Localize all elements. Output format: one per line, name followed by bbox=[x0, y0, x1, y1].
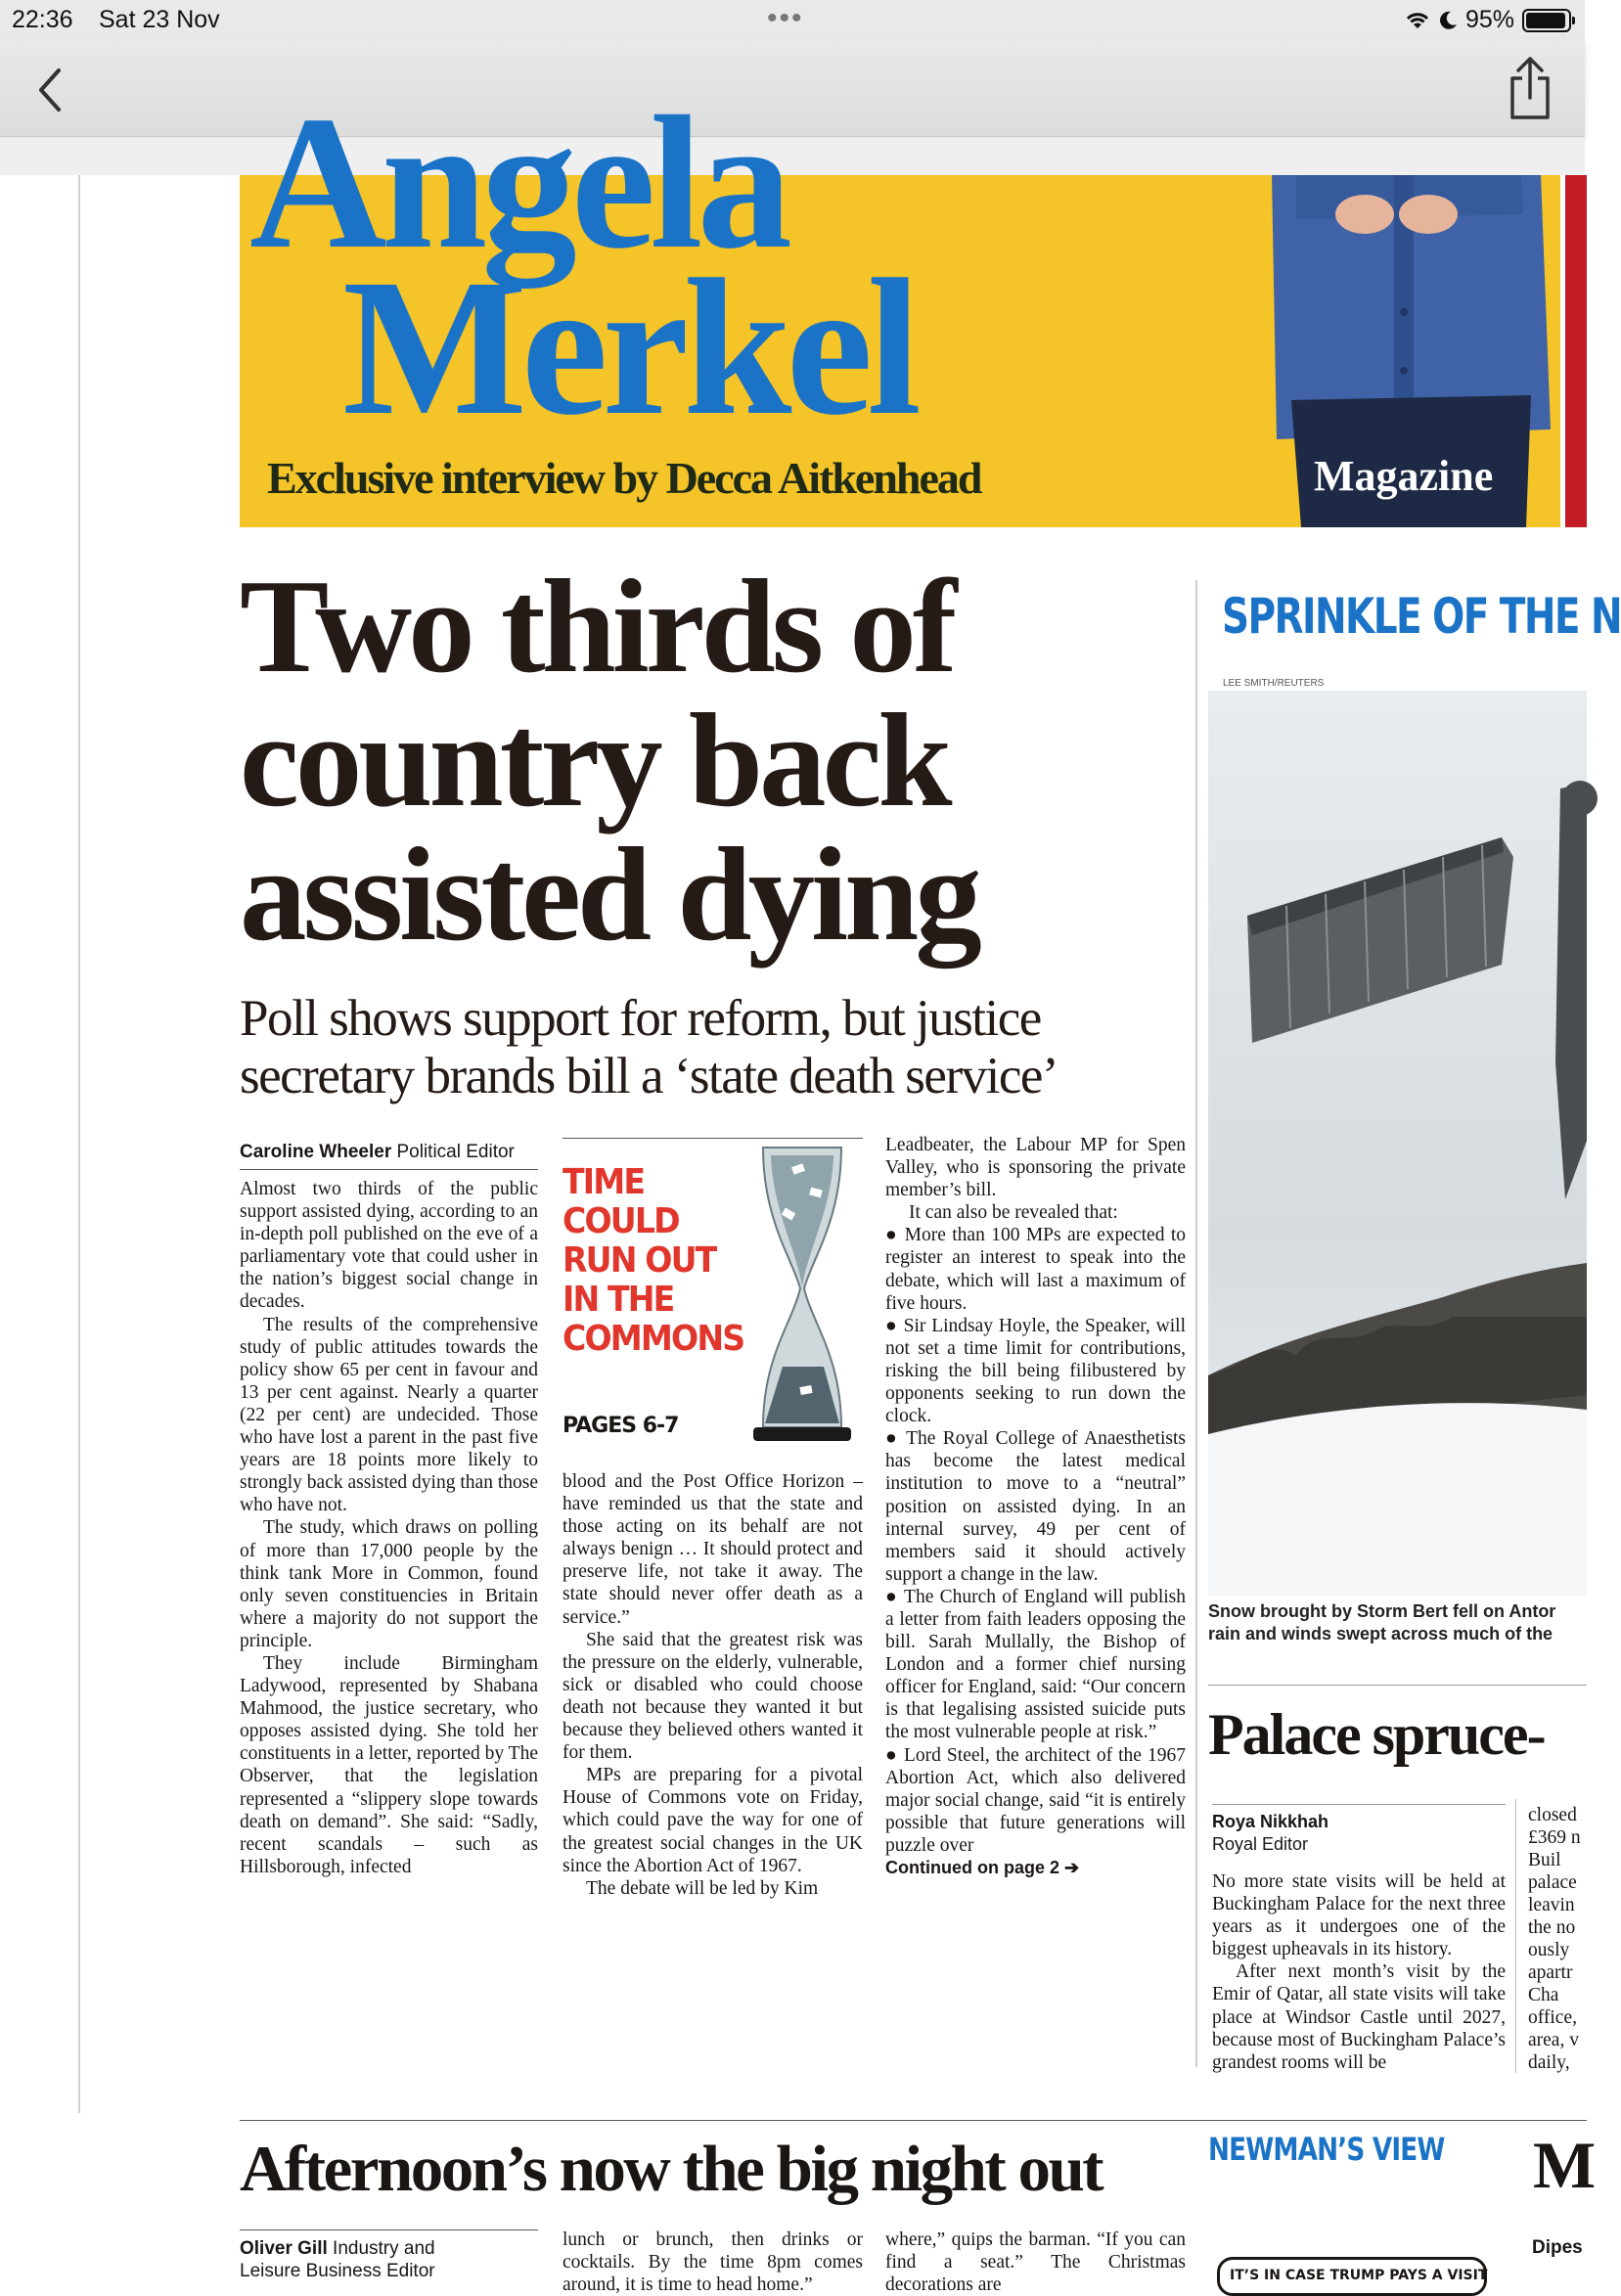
byline-name: Caroline Wheeler bbox=[240, 1142, 392, 1162]
palace-paragraph: After next month’s visit by the Emir of Qatar, all state visits will take place at Windsor Castle until 2027, because most of Buckingham Palace’s grandest rooms will be bbox=[1212, 1961, 1506, 2073]
battery-icon bbox=[1522, 9, 1571, 32]
scrap-line: closed bbox=[1528, 1805, 1577, 1825]
lead-bullet: ● Lord Steel, the architect of the 1967 Abortion Act, which also delivered major social change, said “it is entirely possible that future generations will puzzle over bbox=[885, 1744, 1186, 1856]
promo-title: TIME COULD RUN OUT IN THE COMMONS bbox=[563, 1162, 744, 1359]
bottom-column-2: lunch or brunch, then drinks or cocktails. By the time 8pm comes around, it is time to head home.” bbox=[563, 2229, 863, 2296]
palace-byline bbox=[1212, 1811, 1328, 1856]
lead-paragraph: It can also be revealed that: bbox=[909, 1202, 1118, 1224]
next-byline-fragment: Dipes bbox=[1532, 2237, 1583, 2258]
scrap-line: Buil bbox=[1528, 1850, 1561, 1870]
scrap-line: Cha bbox=[1528, 1985, 1559, 2005]
promo-pages: PAGES 6-7 bbox=[563, 1414, 679, 1438]
photo-kicker[interactable]: SPRINKLE OF THE N bbox=[1222, 588, 1621, 645]
banner-name-bottom: Merkel bbox=[342, 240, 916, 456]
palace-rule bbox=[1208, 1685, 1587, 1686]
status-time: 22:36 bbox=[12, 6, 73, 33]
lead-paragraph: The study, which draws on polling of more than 17,000 people by the think tank More in Common, found only seven constituencies in Britain where a majority do not support the principle. bbox=[240, 1517, 538, 1651]
status-right bbox=[1405, 6, 1571, 34]
bottom-byline-name: Oliver Gill bbox=[240, 2238, 328, 2259]
lead-standfirst: Poll shows support for reform, but justice secretary brands bill a ‘state death service’ bbox=[240, 990, 1058, 1104]
scrap-line: apartr bbox=[1528, 1962, 1573, 1983]
lead-bullet: ● More than 100 MPs are expected to register an interest to speak into the debate, which will last a maximum of five hours. bbox=[885, 1225, 1186, 1314]
scrap-line: office, bbox=[1528, 2007, 1577, 2028]
banner-edge-red bbox=[1565, 175, 1587, 527]
magazine-banner[interactable] bbox=[240, 77, 1560, 527]
bottom-byline-role: Industry and bbox=[333, 2238, 435, 2259]
scrap-line: £369 n bbox=[1528, 1827, 1581, 1848]
bottom-byline-role: Leisure Business Editor bbox=[240, 2261, 435, 2281]
palace-headline[interactable]: Palace spruce- bbox=[1208, 1702, 1545, 1767]
wifi-icon bbox=[1405, 11, 1430, 30]
palace-next-column bbox=[1528, 1804, 1587, 2074]
chevron-left-icon[interactable] bbox=[29, 65, 72, 115]
cartoon-caption: IT’S IN CASE TRUMP PAYS A VISIT bbox=[1217, 2257, 1487, 2296]
promo-rule bbox=[563, 1138, 863, 1139]
share-icon[interactable] bbox=[1503, 53, 1557, 123]
scrap-line: the no bbox=[1528, 1917, 1576, 1938]
palace-byline-name: Roya Nikkhah bbox=[1212, 1812, 1329, 1831]
caption-line: Snow brought by Storm Bert fell on Antor bbox=[1208, 1601, 1556, 1621]
angel-of-north-snow-photo bbox=[1208, 691, 1587, 1596]
lead-bullet: ● Sir Lindsay Hoyle, the Speaker, will not set a time limit for contributions, risking the bill being filibustered by opponents seeking to run down the clock. bbox=[885, 1315, 1186, 1427]
scrap-line: area, v bbox=[1528, 2030, 1579, 2050]
bottom-headline[interactable]: Afternoon’s now the big night out bbox=[240, 2133, 1103, 2205]
scrap-line: leavin bbox=[1528, 1895, 1575, 1915]
continued-link[interactable]: Continued on page 2 ➔ bbox=[885, 1858, 1080, 1877]
magazine-label: Magazine bbox=[1314, 452, 1494, 500]
lead-column-1 bbox=[240, 1178, 538, 1878]
status-date: Sat 23 Nov bbox=[99, 6, 220, 33]
lead-paragraph: They include Birmingham Ladywood, represented by Shabana Mahmood, the justice secretary, who opposes assisted dying. She told her constituents in a letter, reported by The Observer, that the legislation represented a “slippery slope towards death on demand”. She said: “Sadly, recent scandals – such as Hillsborough, infected bbox=[240, 1652, 538, 1877]
bottom-byline-rule bbox=[240, 2229, 538, 2230]
photo-caption bbox=[1208, 1600, 1590, 1645]
newmans-view-title[interactable]: NEWMAN’S VIEW bbox=[1208, 2131, 1445, 2168]
palace-byline-rule bbox=[1212, 1804, 1506, 1805]
hourglass-image bbox=[743, 1142, 861, 1443]
lead-byline bbox=[240, 1142, 515, 1163]
bottom-section-rule bbox=[240, 2120, 1587, 2121]
column-divider bbox=[1195, 580, 1197, 2067]
palace-divider bbox=[1515, 1799, 1516, 2073]
lead-paragraph: She said that the greatest risk was the pressure on the elderly, vulnerable, sick or disabled who could choose death not because they wanted it but because they believed others wanted it for them. bbox=[563, 1629, 863, 1764]
byline-rule bbox=[240, 1169, 538, 1170]
banner-name-top: Angela bbox=[249, 77, 787, 289]
lead-paragraph: Almost two thirds of the public support assisted dying, according to an in-depth poll published on the eve of a parliamentary vote that could usher in the nation’s biggest social change in decades. bbox=[240, 1179, 538, 1313]
palace-byline-role: Royal Editor bbox=[1212, 1834, 1309, 1854]
lead-bullet: ● The Church of England will publish a letter from faith leaders opposing the bill. Sarah Mullally, the Bishop of London and a former chief nursing officer for England, said: “Our concern is that legalising assisted suicide puts the most vulnerable people at risk.” bbox=[885, 1586, 1186, 1743]
newspaper-page[interactable] bbox=[78, 77, 1621, 2296]
photo-credit: LEE SMITH/REUTERS bbox=[1223, 678, 1325, 689]
lead-column-2 bbox=[563, 1470, 863, 1900]
multitasking-dots-icon[interactable]: ••• bbox=[767, 2, 804, 34]
toolbar-separator bbox=[0, 138, 1585, 175]
lead-column-3 bbox=[885, 1134, 1186, 1879]
banner-subtitle: Exclusive interview by Decca Aitkenhead bbox=[267, 453, 981, 503]
lead-paragraph: The results of the comprehensive study of public attitudes towards the policy show 65 per cent in favour and 13 per cent against. Nearly a quarter (22 per cent) are undecided. Those who have lost a parent in the past five years are 18 points more likely to strongly back assisted dying than those who have not. bbox=[240, 1314, 538, 1516]
status-bar bbox=[0, 0, 1585, 39]
bottom-column-3: where,” quips the barman. “If you can find a seat.” The Christmas decorations are bbox=[885, 2229, 1186, 2296]
scrap-line: daily, bbox=[1528, 2052, 1570, 2073]
byline-role: Political Editor bbox=[396, 1142, 515, 1162]
lead-paragraph: MPs are preparing for a pivotal House of Commons vote on Friday, which could pave the way for one of the greatest social changes in the UK since the Abortion Act of 1967. bbox=[563, 1765, 863, 1876]
commons-promo[interactable] bbox=[563, 1142, 863, 1443]
palace-column bbox=[1212, 1870, 1506, 2074]
caption-line: rain and winds swept across much of the bbox=[1208, 1624, 1553, 1643]
palace-paragraph: No more state visits will be held at Buckingham Palace for the next three years as it undergoes one of the biggest upheavals in its history. bbox=[1212, 1871, 1506, 1960]
lead-headline[interactable]: Two thirds of country back assisted dying bbox=[240, 552, 978, 968]
nav-bar bbox=[0, 39, 1585, 137]
scrap-line: ously bbox=[1528, 1940, 1570, 1960]
lead-paragraph: The debate will be led by Kim bbox=[586, 1877, 819, 1899]
scrap-line: palace bbox=[1528, 1872, 1577, 1893]
lead-paragraph: Leadbeater, the Labour MP for Spen Valley, who is sponsoring the private member’s bill. bbox=[885, 1135, 1186, 1201]
bottom-byline bbox=[240, 2237, 435, 2282]
lead-bullet: ● The Royal College of Anaesthetists has become the latest medical institution to move to a “neutral” position on assisted dying. In an internal survey, 49 per cent of members said it should actively support a change in the law. bbox=[885, 1428, 1186, 1585]
moon-icon bbox=[1438, 10, 1458, 31]
battery-percent: 95% bbox=[1464, 6, 1514, 33]
lead-paragraph: blood and the Post Office Horizon – have reminded us that the state and those acting on its behalf are not always benign … It should protect and preserve life, not take it away. The state should never offer death as a service.” bbox=[563, 1471, 863, 1628]
next-headline-fragment: M bbox=[1533, 2128, 1597, 2202]
battery-fill bbox=[1526, 13, 1565, 28]
